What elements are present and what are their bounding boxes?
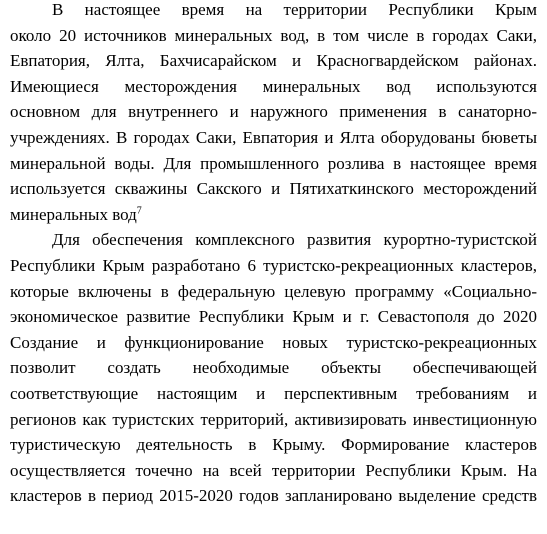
text-line: Имеющиеся месторождения минеральных вод используются — [10, 76, 537, 96]
text-line: учреждениях. В городах Саки, Евпатория и Ялта оборудованы бюветы — [10, 127, 537, 147]
text-line: около 20 источников минеральных вод, в том числе в городах Саки, — [10, 25, 537, 45]
text-line: осуществляется точечно на всей территории Республики Крым. На — [10, 460, 537, 480]
text-line: В настоящее время на территории Республики Крым — [52, 0, 537, 19]
text-line: регионов как туристских территорий, активизировать инвестиционную — [10, 409, 537, 429]
text-line: туристическую деятельность в Крыму. Формирование кластеров — [10, 435, 537, 455]
text-line-last — [10, 202, 537, 228]
text-line: Республики Крым разработано 6 туристско-рекреационных кластеров, — [10, 255, 537, 275]
text-line: основном для внутреннего и наружного применения в санаторно- — [10, 102, 537, 122]
text-line: Для обеспечения комплексного развития курортно-туристской — [52, 230, 537, 250]
text-line: позволит создать необходимые объекты обеспечивающей — [10, 358, 537, 378]
text-line: соответствующие настоящим и перспективным требованиям и — [10, 383, 537, 403]
text-line-content: минеральных вод — [10, 204, 137, 224]
text-line: Создание и функционирование новых туристско-рекреационных — [10, 332, 537, 352]
paragraph-mineral-waters — [10, 0, 537, 227]
text-line: используется скважины Сакского и Пятихаткинского месторождений — [10, 179, 537, 199]
text-line: кластеров в период 2015-2020 годов запланировано выделение средств — [10, 486, 537, 506]
text-line: Евпатория, Ялта, Бахчисарайском и Красногвардейском районах. — [10, 51, 537, 71]
text-line: экономическое развитие Республики Крым и г. Севастополя до 2020 — [10, 307, 537, 327]
footnote-reference[interactable]: 7 — [136, 205, 142, 217]
text-line: минеральной воды. Для промышленного розлива в настоящее время — [10, 153, 537, 173]
text-line: которые включены в федеральную целевую программу «Социально- — [10, 281, 537, 301]
paragraph-tourism-clusters — [10, 227, 537, 509]
